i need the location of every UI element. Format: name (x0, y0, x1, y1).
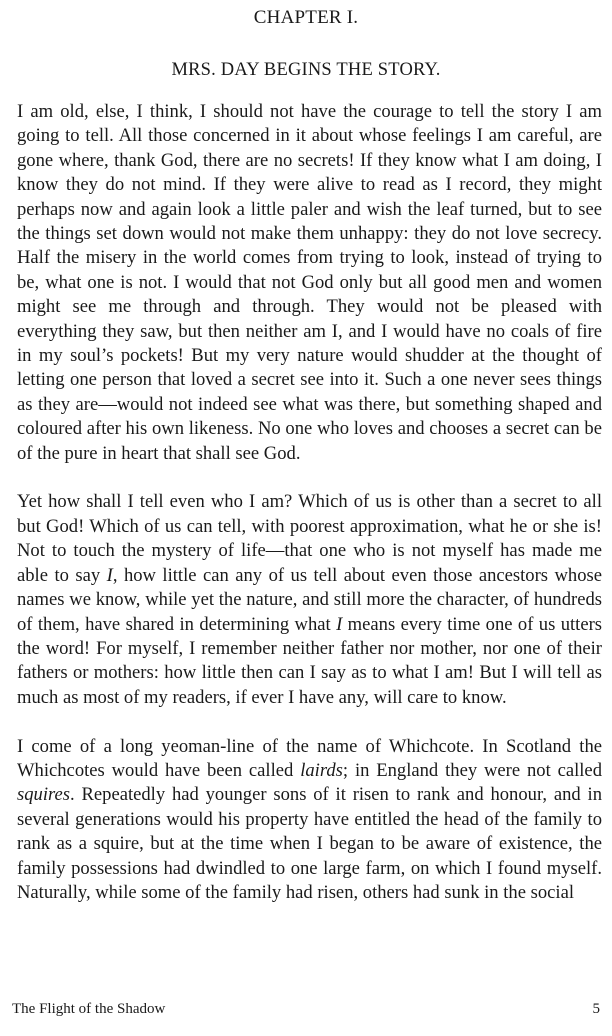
italic-text: I (336, 613, 343, 635)
chapter-heading: CHAPTER I. (253, 7, 359, 28)
chapter-subtitle: MRS. DAY BEGINS THE STORY. (171, 60, 441, 80)
paragraph-3 (17, 735, 602, 906)
paragraph-2 (17, 490, 602, 710)
text-run: . Repeatedly had younger sons of it risen to rank and honour, and in several generations would his property have entitled the head of the family to rank as a squire, but at the time when I began to be aware of existence, the family possessions had dwindled to one large farm, on which I found myself. Naturally, while some of the family had risen, others had sunk in the social (17, 784, 602, 903)
paragraph-1 (17, 100, 602, 466)
italic-text: lairds (300, 759, 343, 781)
italic-text: I (106, 564, 113, 586)
text-run: ; in England they were not called (342, 759, 602, 781)
body-text (17, 100, 602, 930)
text-run: , how little can any of us tell about even those ancestors whose names we know, while yet the nature, and still more the character, of hundreds of them, have shared in determining what (17, 564, 602, 635)
text-run: means every time one of us utters the word! For myself, I remember neither father nor mother, nor one of their fathers or mothers: how little then can I say as to what I am! But I will tell as much as most of my readers, if ever I have any, will care to know. (17, 613, 603, 708)
text-run: I am old, else, I think, I should not have the courage to tell the story I am going to tell. All those concerned in it about whose feelings I am careful, are gone where, thank God, there are no secrets! If they know what I am doing, I know they do not mind. If they were alive to read as I record, they might perhaps now and again look a little paler and wish the leaf turned, but to see the things set down would not make them unhappy: they do not love secrecy. Half the misery in the world comes from trying to look, instead of trying to be, what one is not. I would that not God only but all good men and women might see me through and through. They would not be pleased with everything they saw, but then neither am I, and I would have no coals of fire in my soul’s pockets! But my very nature would shudder at the thought of letting one person that loved a secret see into it. Such a one never sees things as they are—would not indeed see what was there, but something shaped and coloured after his own likeness. No one who loves and chooses a secret can be of the pure in heart that shall see God. (17, 101, 602, 464)
text-run: I come of a long yeoman-line of the name of Whichcote. In Scotland the Whichcotes would have been called (17, 735, 602, 781)
running-footer-title: The Flight of the Shadow (12, 1001, 166, 1017)
page-number: 5 (592, 1001, 600, 1017)
italic-text: squires (17, 784, 71, 806)
text-run: Yet how shall I tell even who I am? Which of us is other than a secret to all but God! Which of us can tell, with poorest approximation, what he or she is! Not to touch the mystery of life—that one who is not myself has made me able to say (17, 491, 602, 586)
